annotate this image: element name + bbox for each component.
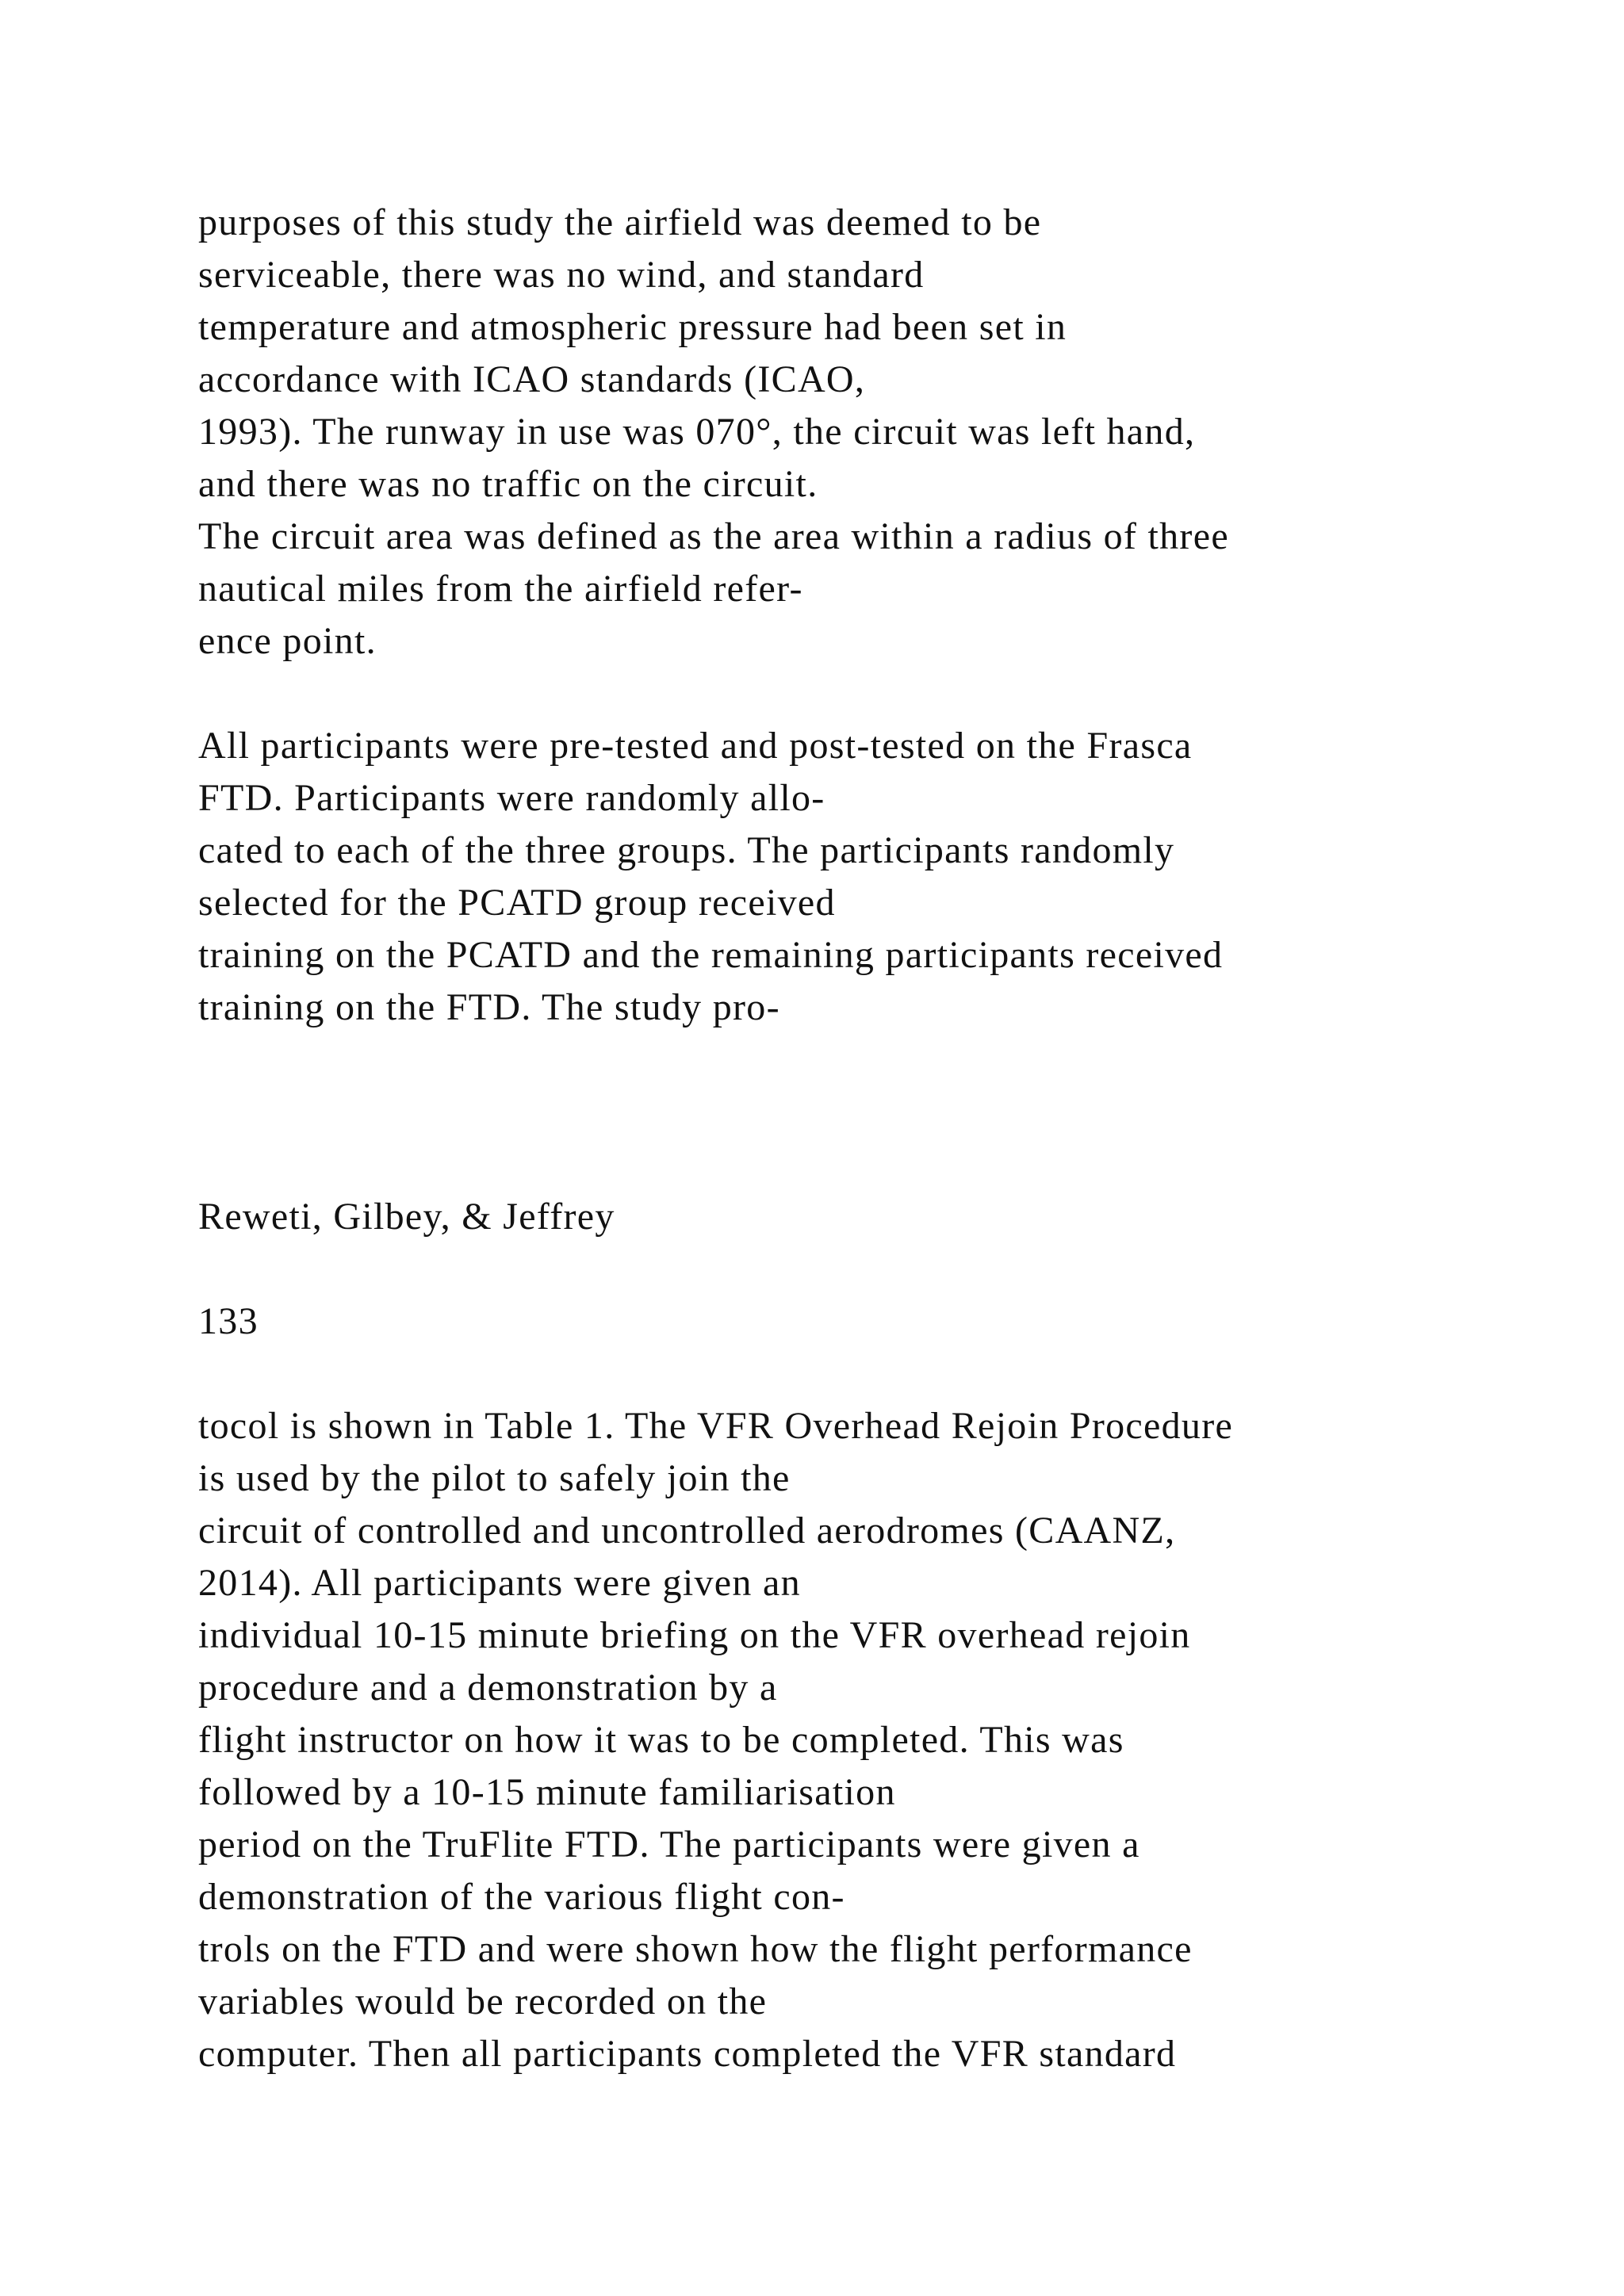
text-line: All participants were pre-tested and post-tested on the Frasca <box>198 725 1193 767</box>
text-line: selected for the PCATD group received <box>198 882 836 924</box>
text-line: The circuit area was defined as the area within a radius of three <box>198 515 1229 557</box>
text-line: cated to each of the three groups. The participants randomly <box>198 829 1175 871</box>
text-line: serviceable, there was no wind, and standard <box>198 254 925 296</box>
text-line: temperature and atmospheric pressure had been set in <box>198 306 1067 348</box>
text-line: trols on the FTD and were shown how the flight performance <box>198 1928 1193 1970</box>
text-line: and there was no traffic on the circuit. <box>198 463 818 505</box>
text-line: procedure and a demonstration by a <box>198 1667 778 1709</box>
text-line: 2014). All participants were given an <box>198 1562 801 1604</box>
text-line: purposes of this study the airfield was deemed to be <box>198 201 1042 243</box>
text-line: demonstration of the various flight con- <box>198 1876 845 1918</box>
text-line: followed by a 10-15 minute familiarisation <box>198 1771 896 1813</box>
text-line: training on the PCATD and the remaining participants received <box>198 934 1224 976</box>
text-line: individual 10-15 minute briefing on the VFR overhead rejoin <box>198 1614 1191 1656</box>
text-line: accordance with ICAO standards (ICAO, <box>198 358 866 400</box>
text-line: period on the TruFlite FTD. The participants were given a <box>198 1823 1140 1866</box>
text-line: flight instructor on how it was to be completed. This was <box>198 1719 1124 1761</box>
text-line: FTD. Participants were randomly allo- <box>198 777 825 819</box>
text-line: tocol is shown in Table 1. The VFR Overhead Rejoin Procedure <box>198 1405 1234 1447</box>
text-line: 1993). The runway in use was 070°, the circuit was left hand, <box>198 411 1196 453</box>
text-line: nautical miles from the airfield refer- <box>198 568 803 610</box>
text-line: ence point. <box>198 620 377 662</box>
text-line: variables would be recorded on the <box>198 1980 768 2022</box>
text-line: computer. Then all participants completed the VFR standard <box>198 2033 1177 2075</box>
text-line: is used by the pilot to safely join the <box>198 1457 791 1499</box>
running-head: Reweti, Gilbey, & Jeffrey <box>198 1196 615 1238</box>
page-number: 133 <box>198 1300 259 1342</box>
text-line: training on the FTD. The study pro- <box>198 986 780 1028</box>
text-line: circuit of controlled and uncontrolled aerodromes (CAANZ, <box>198 1510 1176 1552</box>
